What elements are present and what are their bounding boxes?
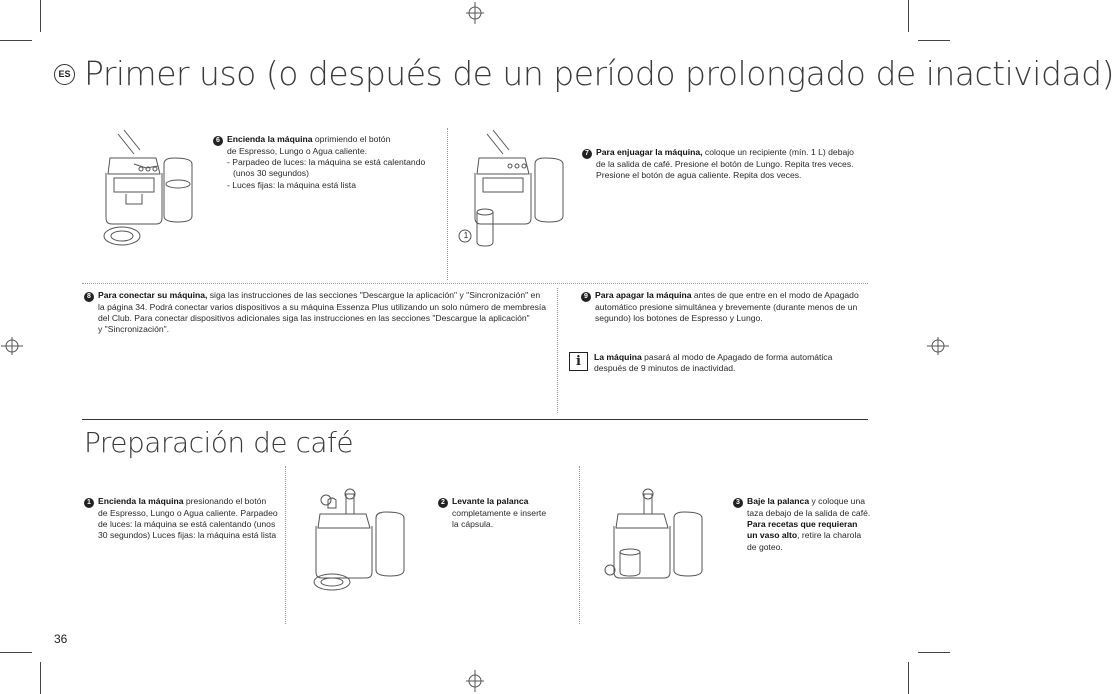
step-bold: Para apagar la máquina	[595, 290, 692, 300]
column-divider	[557, 288, 558, 413]
step-7-text	[582, 147, 872, 181]
step-8-text	[84, 290, 554, 336]
step-number-badge: 3	[733, 498, 743, 508]
info-text-line: después de 9 minutos de inactividad.	[594, 363, 736, 374]
step-text: de goteo.	[747, 541, 783, 552]
step-bold: Encienda la máquina	[227, 134, 313, 144]
crop-mark	[0, 652, 32, 653]
prep-step-3-text	[733, 496, 873, 553]
section-title-first-use: Primer uso (o después de un período prolongado de inactividad)	[84, 54, 1114, 93]
step-text: y coloque una	[809, 496, 866, 506]
step-text: - Luces fijas: la máquina está lista	[227, 179, 356, 190]
info-text	[594, 352, 874, 374]
crop-mark	[908, 0, 909, 32]
machine-illustration	[600, 488, 715, 598]
step-text: presionando el botón	[183, 496, 267, 506]
step-bold: Baje la palanca	[747, 496, 810, 506]
step-bold: Para enjuagar la máquina,	[596, 147, 703, 157]
step-number-badge: 7	[582, 149, 592, 159]
step-text: taza debajo de la salida de café.	[747, 508, 871, 518]
step-text: segundo) los botones de Espresso y Lungo.	[595, 313, 763, 324]
registration-mark-icon	[465, 670, 485, 692]
step-text: 30 segundos) Luces fijas: la máquina está lista	[98, 530, 277, 541]
step-bold: Levante la palanca	[452, 496, 529, 506]
section-title-coffee-prep: Preparación de café	[84, 426, 354, 459]
row-divider	[82, 283, 868, 284]
step-text: la cápsula.	[452, 519, 494, 530]
info-bold: La máquina	[594, 352, 642, 362]
step-text: Presione el botón de agua caliente. Repita dos veces.	[596, 170, 802, 181]
step-text: de la salida de café. Presione el botón de Lungo. Repita tres veces.	[596, 159, 854, 169]
language-badge: ES	[54, 64, 75, 85]
registration-mark-icon	[465, 2, 485, 24]
prep-step-1-text	[84, 496, 284, 542]
step-bold: Para recetas que requieran	[747, 519, 858, 530]
registration-mark-icon	[927, 336, 949, 356]
step-number-badge: 8	[84, 292, 94, 302]
step-9-text	[581, 290, 871, 324]
prep-step-2-text	[438, 496, 578, 530]
step-text: la página 34. Podrá conectar varios dispositivos a su máquina Essenza Plus utilizando un solo número de membresía	[98, 302, 547, 312]
step-text: antes de que entre en el modo de Apagado	[691, 290, 859, 300]
machine-illustration	[96, 128, 206, 253]
crop-mark	[918, 40, 950, 41]
step-number-badge: 2	[438, 498, 448, 508]
step-text: , retire la charola	[797, 530, 862, 541]
step-number-badge: 6	[213, 136, 223, 146]
step-text: siga las instrucciones de las secciones "Descargue la aplicación" y "Sincronización" en	[207, 290, 541, 300]
step-6-text	[213, 134, 443, 191]
step-text: oprimiendo el botón	[312, 134, 391, 144]
step-text: del Club. Para conectar dispositivos adicionales siga las instrucciones en las secciones "Descargue la aplicación"	[98, 313, 530, 324]
registration-mark-icon	[1, 336, 23, 356]
column-divider	[447, 128, 448, 280]
step-text: (unos 30 segundos)	[233, 168, 309, 179]
step-text: de Espresso, Lungo o Agua caliente.	[227, 146, 367, 156]
step-text: de luces: la máquina se está calentando (unos	[98, 519, 276, 530]
step-text: - Parpadeo de luces: la máquina se está calentando	[227, 157, 426, 168]
crop-mark	[918, 652, 950, 653]
step-text: y "Sincronización".	[98, 324, 170, 335]
crop-mark	[908, 662, 909, 694]
step-bold: Para conectar su máquina,	[98, 290, 208, 300]
column-divider	[579, 466, 580, 624]
step-text: completamente e inserte	[452, 508, 547, 518]
crop-mark	[40, 662, 41, 694]
step-number-badge: 1	[84, 498, 94, 508]
column-divider	[285, 466, 286, 624]
step-text: automático presione simultánea y brevemente (durante menos de un	[595, 302, 858, 312]
step-bold: Encienda la máquina	[98, 496, 184, 506]
section-rule	[82, 419, 868, 420]
callout-number: 1	[463, 231, 469, 240]
step-text: de Espresso, Lungo o Agua caliente. Parpadeo	[98, 508, 278, 518]
info-icon: i	[569, 352, 588, 371]
machine-illustration	[306, 488, 416, 598]
step-bold: un vaso alto	[747, 530, 798, 541]
step-number-badge: 9	[581, 292, 591, 302]
page-number: 36	[54, 632, 68, 646]
crop-mark	[0, 40, 32, 41]
info-text-line: pasará al modo de Apagado de forma automática	[641, 352, 833, 362]
machine-illustration	[455, 128, 575, 253]
crop-mark	[40, 0, 41, 32]
step-text: coloque un recipiente (mín. 1 L) debajo	[702, 147, 854, 157]
